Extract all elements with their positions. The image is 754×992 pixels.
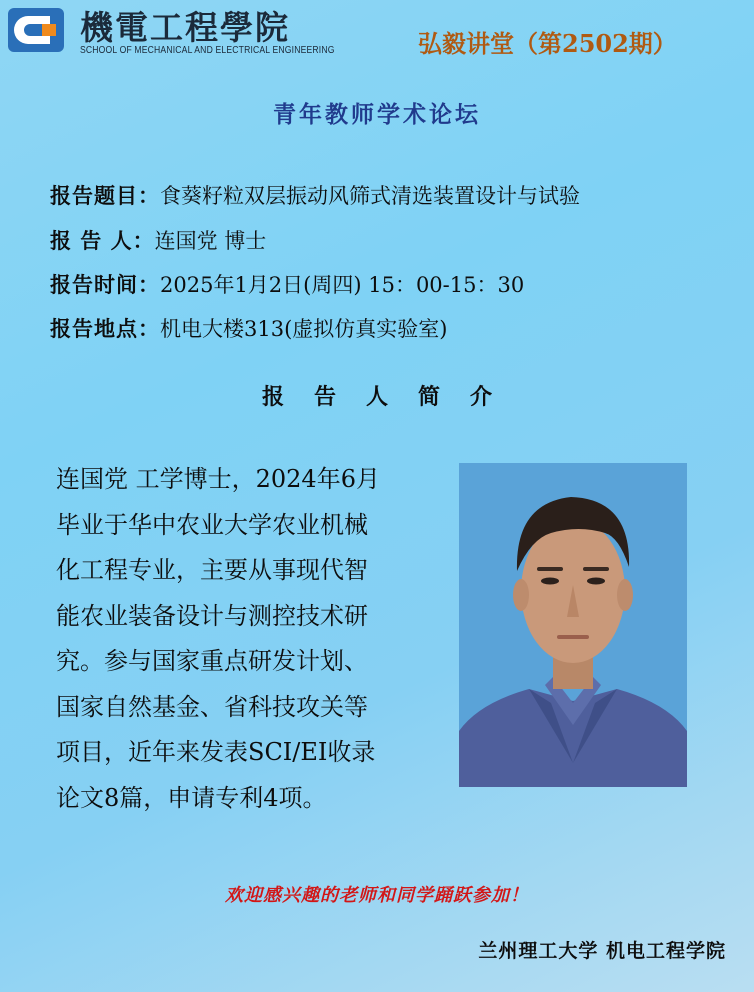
time-value: 2025年1月2日(周四) 15：00-15：30 — [160, 273, 525, 297]
bio-line: 能农业装备设计与测控技术研 — [56, 601, 368, 630]
info-row-speaker — [50, 225, 266, 255]
forum-title: 青年教师学术论坛 — [273, 101, 481, 128]
bio-line: 毕业于华中农业大学农业机械 — [56, 510, 368, 539]
organizer-footer: 兰州理工大学 机电工程学院 — [478, 940, 726, 962]
info-row-time — [50, 269, 524, 299]
school-logo-icon — [6, 4, 66, 56]
place-label: 报告地点： — [50, 317, 160, 341]
place-value: 机电大楼313(虚拟仿真实验室) — [160, 317, 448, 341]
speaker-photo — [459, 463, 687, 787]
bio-line: 连国党 工学博士，2024年6月 — [56, 465, 380, 493]
bio-heading: 报告人简介 — [261, 385, 522, 410]
bio-line: 国家自然基金、省科技攻关等 — [56, 692, 368, 721]
bio-line: 究。参与国家重点研发计划、 — [56, 647, 368, 675]
welcome-message: 欢迎感兴趣的老师和同学踊跃参加！ — [225, 885, 529, 906]
info-row-topic — [50, 180, 580, 210]
bio-line: 项目，近年来发表SCI/EI收录 — [56, 738, 376, 766]
topic-value: 食葵籽粒双层振动风筛式清选装置设计与试验 — [160, 184, 580, 208]
bio-line: 化工程专业，主要从事现代智 — [56, 556, 368, 584]
bio-line: 论文8篇，申请专利4项。 — [56, 783, 327, 812]
school-name-cn: 機電工程學院 — [80, 8, 290, 47]
speaker-value: 连国党 博士 — [154, 229, 267, 253]
school-name-en: SCHOOL OF MECHANICAL AND ELECTRICAL ENGINEERING — [80, 44, 335, 56]
time-label: 报告时间： — [50, 273, 160, 297]
speaker-label: 报 告 人： — [50, 229, 155, 253]
bio-text — [56, 457, 441, 821]
topic-label: 报告题目： — [50, 184, 160, 208]
lecture-series-title: 弘毅讲堂（第2502期） — [418, 29, 677, 58]
info-row-place — [50, 313, 447, 343]
